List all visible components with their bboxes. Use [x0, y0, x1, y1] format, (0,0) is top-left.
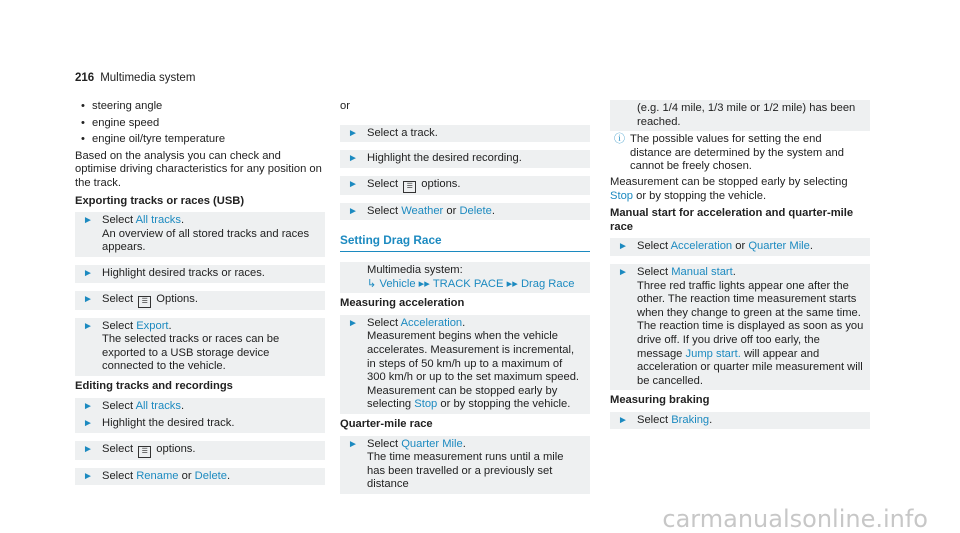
- menu-link[interactable]: Delete: [194, 469, 228, 482]
- step: ► Select ☰ options.: [340, 176, 590, 195]
- menu-link[interactable]: Export: [136, 319, 169, 332]
- step: ► Highlight the desired recording.: [340, 150, 590, 168]
- step-arrow-icon: ►: [618, 266, 628, 278]
- step-arrow-icon: ►: [348, 127, 358, 139]
- menu-path: Multimedia system: ↳ Vehicle ▸▸ TRACK PACE ▸▸ Drag Race: [340, 262, 590, 293]
- options-icon: ☰: [403, 181, 416, 193]
- info-icon: ⓘ: [614, 133, 625, 146]
- step-arrow-icon: ►: [348, 178, 358, 190]
- watermark: carmanualsonline.info: [662, 505, 928, 533]
- path-item[interactable]: Drag Race: [520, 277, 575, 290]
- list-item: • engine oil/tyre temperature: [75, 133, 325, 147]
- menu-link[interactable]: Acceleration: [670, 240, 733, 253]
- menu-link[interactable]: Quarter Mile: [401, 437, 463, 450]
- menu-link: Jump start.: [685, 347, 741, 360]
- step-arrow-icon: ►: [618, 414, 628, 426]
- options-icon: ☰: [138, 446, 151, 458]
- step-arrow-icon: ►: [348, 153, 358, 165]
- step: ► Select a track.: [340, 125, 590, 143]
- step-arrow-icon: ►: [83, 418, 93, 430]
- step-arrow-icon: ►: [618, 241, 628, 253]
- options-icon: ☰: [138, 296, 151, 308]
- step-arrow-icon: ►: [83, 215, 93, 227]
- step-arrow-icon: ►: [348, 438, 358, 450]
- step: ► Select ☰ options.: [75, 441, 325, 460]
- step: ► Highlight desired tracks or races.: [75, 265, 325, 283]
- step-arrow-icon: ►: [83, 400, 93, 412]
- intro-text: Based on the analysis you can check and optimise driving characteristics for any position on the track.: [75, 149, 322, 189]
- note: ⓘ The possible values for setting the end distance are determined by the system and cannot be freely chosen.: [614, 133, 844, 173]
- or-text: or: [340, 100, 350, 112]
- manual-heading: Manual start for acceleration and quarter-mile race: [610, 207, 854, 233]
- menu-link[interactable]: All tracks: [135, 214, 181, 227]
- menu-link[interactable]: Stop: [414, 398, 438, 411]
- step: ► Select All tracks. An overview of all stored tracks and races appears.: [75, 212, 325, 257]
- step: ► Select Manual start. Three red traffic lights appear one after the other. The reaction time measurement starts when they change to green at the same time. The reaction time is displayed as soon as you drive off. If you drive off too early, the message Jump start. will appear and acceleration or quarter mile measurement will be cancelled.: [610, 264, 870, 390]
- braking-heading: Measuring braking: [610, 394, 710, 407]
- step: ► Select All tracks.: [75, 398, 325, 416]
- qm-heading: Quarter-mile race: [340, 417, 433, 430]
- step: ► Select Weather or Delete.: [340, 203, 590, 221]
- step-arrow-icon: ►: [83, 470, 93, 482]
- menu-link[interactable]: All tracks: [135, 399, 181, 412]
- step: ► Highlight the desired track.: [75, 415, 325, 433]
- step: ► Select Acceleration. Measurement begins when the vehicle accelerates. Measurement is incremental, in steps of 50 km/h up to a maximum of 300 km/h or up to the set maximum speed. Measurement can be stopped early by selecting Stop or by stopping the vehicle.: [340, 315, 590, 414]
- step-arrow-icon: ►: [83, 320, 93, 332]
- menu-link[interactable]: Weather: [401, 204, 444, 217]
- step-arrow-icon: ►: [83, 293, 93, 305]
- column-3: [610, 100, 870, 429]
- menu-link[interactable]: Stop: [610, 189, 634, 202]
- menu-link[interactable]: Acceleration: [400, 316, 463, 329]
- column-2: [340, 100, 590, 494]
- step: ► Select Braking.: [610, 412, 870, 430]
- menu-link[interactable]: Rename: [136, 469, 179, 482]
- list-item: • steering angle: [75, 100, 325, 114]
- path-item[interactable]: TRACK PACE: [432, 277, 504, 290]
- step-arrow-icon: ►: [348, 317, 358, 329]
- column-1: [75, 100, 325, 485]
- menu-link[interactable]: Braking: [671, 413, 710, 426]
- menu-link[interactable]: Delete: [459, 204, 492, 217]
- menu-link[interactable]: Manual start: [671, 265, 733, 278]
- page-number: 216: [75, 72, 95, 84]
- step: ► Select Acceleration or Quarter Mile.: [610, 238, 870, 256]
- path-item[interactable]: Vehicle: [379, 277, 416, 290]
- step: ► Select Rename or Delete.: [75, 468, 325, 486]
- step-arrow-icon: ►: [348, 205, 358, 217]
- accel-heading: Measuring acceleration: [340, 297, 465, 310]
- export-heading: Exporting tracks or races (USB): [75, 194, 245, 207]
- list-item: • engine speed: [75, 117, 325, 131]
- page-header: [75, 72, 195, 86]
- stop-text: Measurement can be stopped early by selecting Stop or by stopping the vehicle.: [610, 175, 848, 202]
- step: ► Select Quarter Mile. The time measurement runs until a mile has been travelled or a previously set distance: [340, 436, 590, 494]
- edit-heading: Editing tracks and recordings: [75, 379, 233, 392]
- menu-link[interactable]: Quarter Mile: [748, 240, 810, 253]
- step: ► Select Export. The selected tracks or races can be exported to a USB storage device connected to the vehicle.: [75, 318, 325, 376]
- continued-text: (e.g. 1/4 mile, 1/3 mile or 1/2 mile) has been reached.: [610, 100, 870, 131]
- step-arrow-icon: ►: [83, 443, 93, 455]
- section-heading: Setting Drag Race: [340, 234, 590, 252]
- page-title: Multimedia system: [100, 72, 196, 84]
- step-arrow-icon: ►: [83, 267, 93, 279]
- step: ► Select ☰ Options.: [75, 291, 325, 310]
